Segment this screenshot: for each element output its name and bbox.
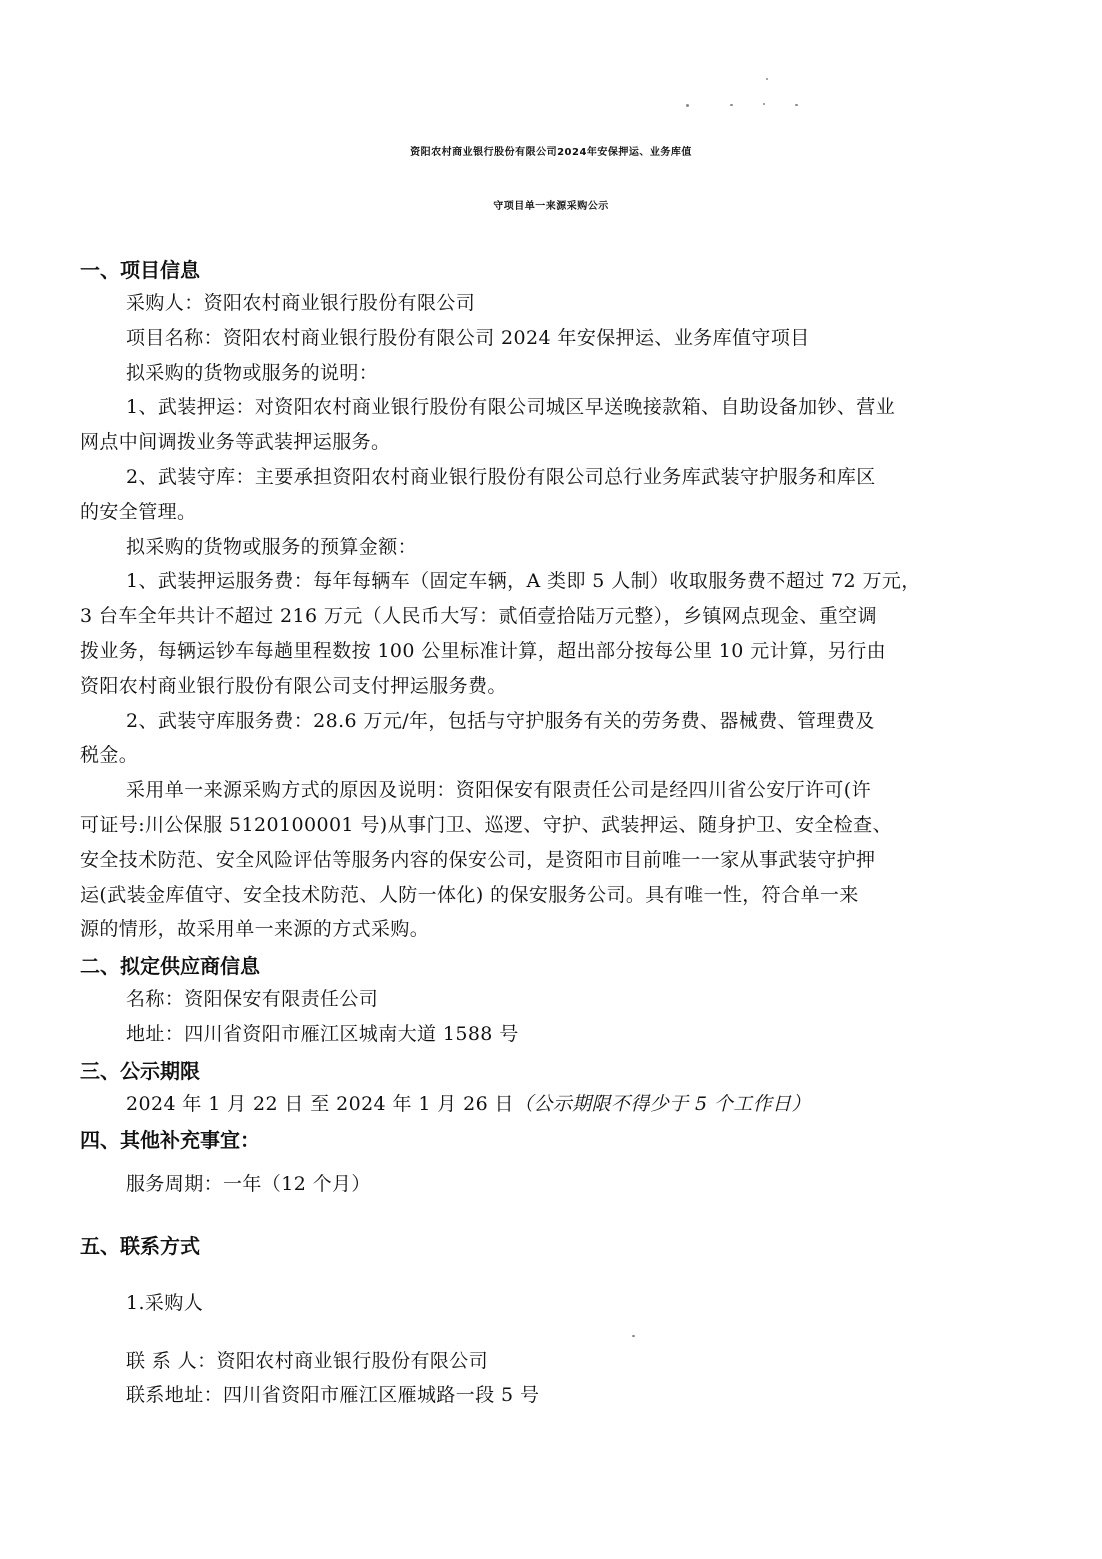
budget1-line-4: 资阳农村商业银行股份有限公司支付押运服务费。 — [80, 675, 507, 697]
notice-period-note: （公示期限不得少于 5 个工作日） — [513, 1093, 811, 1115]
desc-label: 拟采购的货物或服务的说明： — [126, 362, 379, 384]
budget1-line-3: 拨业务，每辆运钞车每趟里程数按 100 公里标准计算，超出部分按每公里 10 元计算，另行由 — [80, 640, 887, 662]
section2-heading: 二、拟定供应商信息 — [80, 954, 260, 978]
desc2-line-1: 2、武装守库：主要承担资阳农村商业银行股份有限公司总行业务库武装守护服务和库区 — [126, 466, 876, 488]
budget2-line-2: 税金。 — [80, 744, 139, 766]
title-line-2: 守项目单一来源采购公示 — [493, 201, 609, 212]
service-period: 服务周期：一年（12 个月） — [126, 1173, 371, 1195]
scan-speck — [730, 104, 733, 106]
budget2-line-1: 2、武装守库服务费：28.6 万元/年，包括与守护服务有关的劳务费、器械费、管理费及 — [126, 710, 875, 732]
scan-speck — [632, 1335, 635, 1337]
contact-address: 联系地址：四川省资阳市雁江区雁城路一段 5 号 — [126, 1384, 540, 1406]
reason-line-5: 源的情形，故采用单一来源的方式采购。 — [80, 918, 430, 940]
contact-person: 联 系 人：资阳农村商业银行股份有限公司 — [126, 1350, 489, 1372]
desc2-line-2: 的安全管理。 — [80, 501, 197, 523]
title-line-1: 资阳农村商业银行股份有限公司2024年安保押运、业务库值 — [410, 147, 692, 158]
notice-period — [126, 1095, 811, 1114]
desc1-line-1: 1、武装押运：对资阳农村商业银行股份有限公司城区早送晚接款箱、自助设备加钞、营业 — [126, 396, 896, 418]
scan-speck — [686, 104, 689, 107]
desc1-line-2: 网点中间调拨业务等武装押运服务。 — [80, 431, 391, 453]
contact-sub1: 1.采购人 — [126, 1292, 204, 1314]
budget1-line-2: 3 台车全年共计不超过 216 万元（人民币大写：贰佰壹拾陆万元整），乡镇网点现金、重空调 — [80, 605, 877, 627]
scan-speck — [763, 103, 765, 105]
budget-label: 拟采购的货物或服务的预算金额： — [126, 536, 418, 558]
section1-heading: 一、项目信息 — [80, 258, 200, 282]
section3-heading: 三、公示期限 — [80, 1059, 200, 1083]
supplier-name: 名称：资阳保安有限责任公司 — [126, 988, 379, 1010]
reason-line-1: 采用单一来源采购方式的原因及说明：资阳保安有限责任公司是经四川省公安厅许可(许 — [126, 779, 872, 801]
reason-line-4: 运(武装金库值守、安全技术防范、人防一体化) 的保安服务公司。具有唯一性，符合单一来 — [80, 884, 859, 906]
project-name-line: 项目名称：资阳农村商业银行股份有限公司 2024 年安保押运、业务库值守项目 — [126, 327, 810, 349]
section5-heading: 五、联系方式 — [80, 1234, 200, 1258]
reason-line-3: 安全技术防范、安全风险评估等服务内容的保安公司，是资阳市目前唯一一家从事武装守护押 — [80, 849, 876, 871]
notice-period-dates: 2024 年 1 月 22 日 至 2024 年 1 月 26 日 — [126, 1093, 514, 1115]
budget1-line-1: 1、武装押运服务费：每年每辆车（固定车辆，A 类即 5 人制）收取服务费不超过 72 万元， — [126, 570, 921, 592]
scan-speck — [795, 104, 798, 106]
supplier-address: 地址：四川省资阳市雁江区城南大道 1588 号 — [126, 1023, 519, 1045]
purchaser-line: 采购人：资阳农村商业银行股份有限公司 — [126, 292, 476, 314]
section4-heading: 四、其他补充事宜： — [80, 1128, 260, 1152]
reason-line-2: 可证号:川公保服 5120100001 号)从事门卫、巡逻、守护、武装押运、随身护卫、安全检查、 — [80, 814, 892, 836]
scan-speck — [766, 78, 768, 80]
